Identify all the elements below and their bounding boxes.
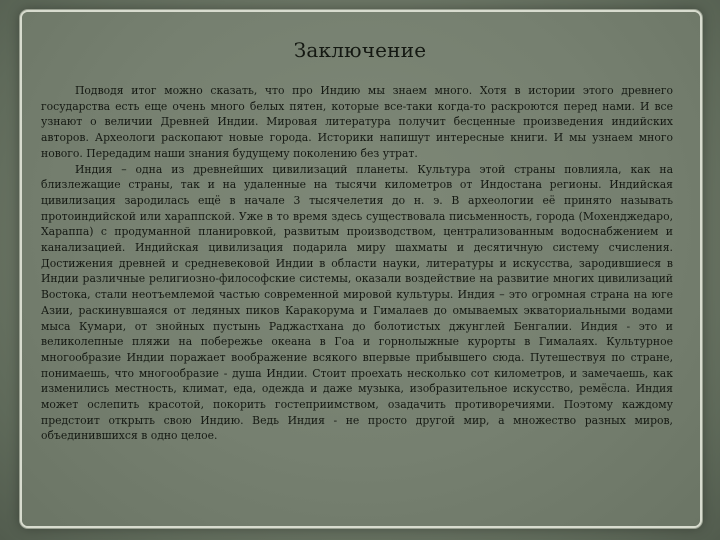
slide-body — [41, 83, 673, 444]
paragraph-summary: Подводя итог можно сказать, что про Индию мы знаем много. Хотя в истории этого древнего государства есть еще очень много белых пятен, которые все-таки когда-то раскроются перед нами. И все узнают о величии Древней Индии. Мировая литература получит бесценные произведения индийских авторов. Археологи раскопают новые города. Историки напишут интересные книги. И мы узнаем много нового. Передадим наши знания будущему поколению без утрат. — [41, 84, 673, 160]
paragraph-india-civilization: Индия – одна из древнейших цивилизаций планеты. Культура этой страны повлияла, как на близлежащие страны, так и на удаленные на тысячи километров от Индостана регионы. Индийская цивилизация зародилась ещё в начале 3 тысячелетия до н. э. В археологии её принято называть протоиндийской или хараппской. Уже в то время здесь существовала письменность, города (Мохенджедаро, Хараппа) с продуманной планировкой, развитым производством, централизованным водоснабжением и канализацией. Индийская цивилизация подарила миру шахматы и десятичную систему счисления. Достижения древней и средневековой Индии в области науки, литературы и искусства, зародившиеся в Индии различные религиозно-философские системы, оказали воздействие на развитие многих цивилизаций Востока, стали неотъемлемой частью современной мировой культуры. Индия – это огромная страна на юге Азии, раскинувшаяся от ледяных пиков Каракорума и Гималаев до омываемых экваториальными водами мыса Кумари, от знойных пустынь Раджастхана до болотистых джунглей Бенгалии. Индия - это и великолепные пляжи на побережье океана в Гоа и горнолыжные курорты в Гималаях. Культурное многообразие Индии поражает воображение всякого впервые прибывшего сюда. Путешествуя по стране, понимаешь, что многообразие - душа Индии. Стоит проехать несколько сот километров, и замечаешь, как изменились местность, климат, еда, одежда и даже музыка, изобразительное искусство, ремёсла. Индия может ослепить красотой, покорить гостеприимством, озадачить противоречиями. Поэтому каждому предстоит открыть свою Индию. Ведь Индия - не просто другой мир, а множество разных миров, объединившихся в одно целое. — [41, 162, 673, 443]
slide-title: Заключение — [293, 38, 427, 62]
